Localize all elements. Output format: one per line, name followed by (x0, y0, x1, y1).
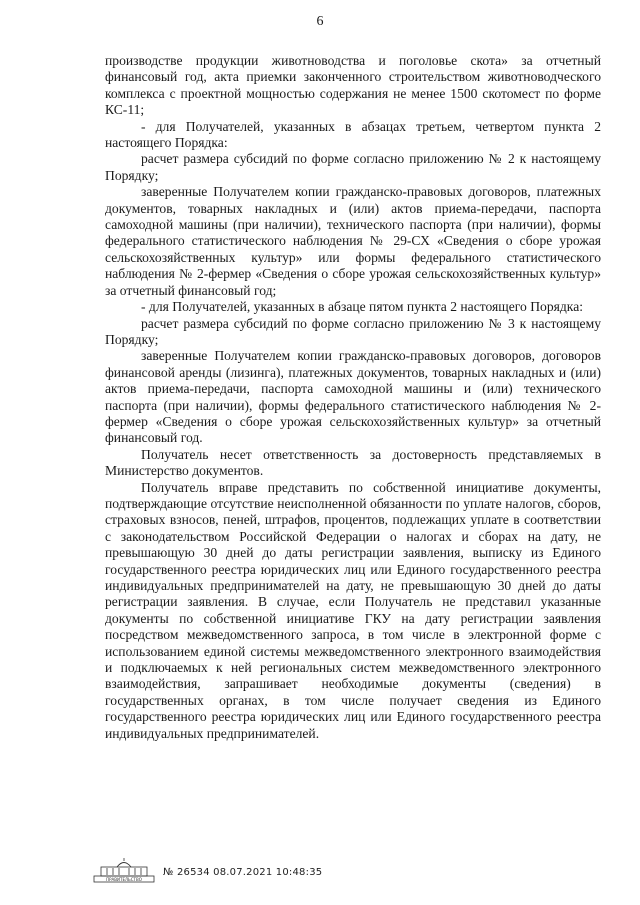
paragraph: Получатель вправе представить по собственной инициативе документы, подтверждающие отсутствие неисполненной обязанности по уплате налогов, сборов, страховых взносов, пеней, штрафов, процентов, подлежащих уплате в соответствии с законодательством Российской Федерации о налогах и сборах на дату, не превышающую 30 дней до даты регистрации заявления, выписку из Единого государственного реестра юридических лиц или Единого государственного реестра индивидуальных предпринимателей на дату, не превышающую 30 дней до даты регистрации заявления. В случае, если Получатель не представил указанные документы по собственной инициативе ГКУ на дату регистрации заявления посредством межведомственного запроса, в том числе в электронной форме с использованием единой системы межведомственного электронного взаимодействия и подключаемых к ней региональных систем межведомственного электронного взаимодействия, запрашивает необходимые документы (сведения) в государственных органах, в том числе получает сведения из Единого государственного реестра юридических лиц или Единого государственного реестра индивидуальных предпринимателей. (105, 479, 601, 741)
paragraph: Получатель несет ответственность за достоверность представляемых в Министерство документов. (105, 446, 601, 479)
paragraph: - для Получателей, указанных в абзаце пятом пункта 2 настоящего Порядка: (141, 299, 584, 315)
seal-text: ПРАВИТЕЛЬСТВО (106, 877, 142, 882)
page-number: 6 (316, 14, 324, 29)
paragraph: - для Получателей, указанных в абзацах третьем, четвертом пункта 2 настоящего Порядка: (105, 118, 601, 151)
registration-stamp (93, 857, 573, 887)
paragraph: заверенные Получателем копии гражданско-правовых договоров, договоров финансовой аренды (лизинга), платежных документов, товарных накладных и (или) актов приема-передачи, паспорта самоходной машины и (или) технического паспорта (при наличии), формы федерального статистического наблюдения № 2-фермер «Сведения о сборе урожая сельскохозяйственных культур» за отчетный финансовый год. (105, 348, 601, 446)
government-building-seal-icon (93, 857, 155, 883)
paragraph: расчет размера субсидий по форме согласно приложению № 2 к настоящему Порядку; (105, 151, 601, 183)
stamp-number-datetime: № 26534 08.07.2021 10:48:35 (163, 867, 323, 878)
document-body (105, 53, 601, 742)
paragraph: заверенные Получателем копии гражданско-правовых договоров, платежных документов, товарных накладных и (или) актов приема-передачи, паспорта самоходной машины (при наличии), технического паспорта (при наличии), формы федерального статистического наблюдения № 29-СХ «Сведения о сборе урожая сельскохозяйственных культур» или формы федерального статистического наблюдения № 2-фермер «Сведения о сборе урожая сельскохозяйственных культур» за отчетный финансовый год; (105, 184, 601, 298)
paragraph: производстве продукции животноводства и поголовье скота» за отчетный финансовый год, акта приемки законченного строительством животноводческого комплекса с проектной мощностью содержания не менее 1500 скотомест по форме КС-11; (105, 53, 601, 118)
paragraph: расчет размера субсидий по форме согласно приложению № 3 к настоящему Порядку; (105, 315, 601, 347)
